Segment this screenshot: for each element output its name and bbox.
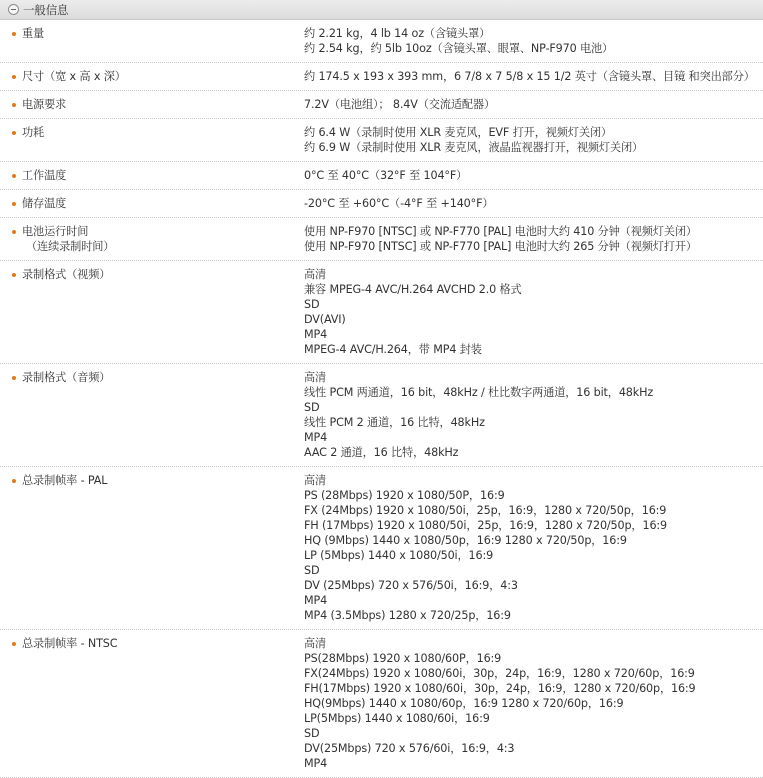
spec-value-line: PS (28Mbps) 1920 x 1080/50P，16:9 (304, 489, 505, 502)
spec-row (0, 91, 763, 119)
spec-value (304, 636, 763, 771)
bullet-icon (12, 131, 16, 135)
spec-label-text: 尺寸（宽 x 高 x 深） (22, 70, 126, 83)
section-header[interactable] (0, 0, 763, 20)
bullet-icon (12, 174, 16, 178)
spec-value-line: DV(AVI) (304, 313, 346, 326)
spec-label-text: 录制格式（视频） (22, 268, 111, 281)
spec-value (304, 125, 763, 155)
section-title: 一般信息 (23, 2, 69, 17)
spec-value-line: 高清 (304, 474, 327, 487)
spec-value-line: SD (304, 298, 320, 311)
spec-value-line: 高清 (304, 268, 327, 281)
spec-value-line: MP4 (304, 757, 328, 770)
bullet-icon (12, 103, 16, 107)
spec-label-text: 功耗 (22, 126, 45, 139)
spec-value-line: LP (5Mbps) 1440 x 1080/50i，16:9 (304, 549, 494, 562)
spec-value-line: MPEG-4 AVC/H.264，带 MP4 封装 (304, 343, 482, 356)
bullet-icon (12, 642, 16, 646)
spec-label (0, 473, 304, 623)
spec-label-text: 总录制帧率 - NTSC (22, 637, 118, 650)
spec-value (304, 168, 763, 183)
bullet-icon (12, 376, 16, 380)
spec-value-line: 使用 NP-F970 [NTSC] 或 NP-F770 [PAL] 电池时大约 410 分钟（视频灯关闭） (304, 225, 697, 238)
spec-value-line: 线性 PCM 两通道，16 bit，48kHz / 杜比数字两通道，16 bit，48kHz (304, 386, 654, 399)
bullet-icon (12, 479, 16, 483)
spec-value-line: SD (304, 727, 320, 740)
spec-value (304, 224, 763, 254)
spec-value-line: MP4 (3.5Mbps) 1280 x 720/25p，16:9 (304, 609, 511, 622)
spec-label-text: 工作温度 (22, 169, 67, 182)
spec-label (0, 97, 304, 112)
spec-value-line: 0°C 至 40°C（32°F 至 104°F） (304, 169, 468, 182)
spec-value (304, 97, 763, 112)
spec-label-text: 录制格式（音频） (22, 371, 111, 384)
spec-value-line: 约 2.21 kg，4 lb 14 oz（含镜头罩） (304, 27, 491, 40)
spec-label (0, 636, 304, 771)
spec-value-line: MP4 (304, 328, 328, 341)
spec-value-line: HQ (9Mbps) 1440 x 1080/50p，16:9 1280 x 720/50p，16:9 (304, 534, 627, 547)
spec-row (0, 630, 763, 778)
spec-label (0, 224, 304, 254)
collapse-icon[interactable] (8, 4, 19, 15)
spec-value-line: FX(24Mbps) 1920 x 1080/60i，30p，24p，16:9，1280 x 720/60p，16:9 (304, 667, 695, 680)
spec-value-line: FX (24Mbps) 1920 x 1080/50i，25p，16:9，1280 x 720/50p，16:9 (304, 504, 667, 517)
spec-table (0, 20, 763, 778)
spec-label-text: （连续录制时间） (26, 240, 115, 253)
spec-value-line: DV (25Mbps) 720 x 576/50i，16:9，4:3 (304, 579, 518, 592)
spec-value-line: -20°C 至 +60°C（-4°F 至 +140°F） (304, 197, 494, 210)
spec-row (0, 20, 763, 63)
spec-value-line: 约 2.54 kg，约 5lb 10oz（含镜头罩、眼罩、NP-F970 电池） (304, 42, 614, 55)
spec-value-line: FH (17Mbps) 1920 x 1080/50i，25p，16:9，1280 x 720/50p，16:9 (304, 519, 667, 532)
spec-value-line: HQ(9Mbps) 1440 x 1080/60p，16:9 1280 x 720/60p，16:9 (304, 697, 624, 710)
spec-row (0, 119, 763, 162)
spec-label-text: 储存温度 (22, 197, 67, 210)
spec-label (0, 370, 304, 460)
spec-value-line: MP4 (304, 594, 328, 607)
spec-value-line: SD (304, 564, 320, 577)
spec-row (0, 63, 763, 91)
spec-label-text: 总录制帧率 - PAL (22, 474, 108, 487)
spec-label-text: 电池运行时间 (22, 225, 89, 238)
spec-value-line: PS(28Mbps) 1920 x 1080/60P，16:9 (304, 652, 502, 665)
bullet-icon (12, 32, 16, 36)
spec-value-line: AAC 2 通道，16 比特，48kHz (304, 446, 459, 459)
spec-value (304, 473, 763, 623)
spec-value (304, 370, 763, 460)
bullet-icon (12, 230, 16, 234)
spec-value-line: FH(17Mbps) 1920 x 1080/60i，30p，24p，16:9，1280 x 720/60p，16:9 (304, 682, 696, 695)
spec-value-line: LP(5Mbps) 1440 x 1080/60i，16:9 (304, 712, 490, 725)
spec-value (304, 267, 763, 357)
bullet-icon (12, 202, 16, 206)
spec-label (0, 267, 304, 357)
spec-value-line: DV(25Mbps) 720 x 576/60i，16:9，4:3 (304, 742, 515, 755)
spec-label (0, 196, 304, 211)
spec-row (0, 467, 763, 630)
spec-row (0, 162, 763, 190)
spec-label-text: 电源要求 (22, 98, 67, 111)
spec-value-line: 高清 (304, 371, 327, 384)
spec-value-line: 使用 NP-F970 [NTSC] 或 NP-F770 [PAL] 电池时大约 265 分钟（视频灯打开） (304, 240, 697, 253)
spec-value-line: 线性 PCM 2 通道，16 比特，48kHz (304, 416, 485, 429)
spec-value-line: 约 174.5 x 193 x 393 mm，6 7/8 x 7 5/8 x 15 1/2 英寸（含镜头罩、目镜 和突出部分） (304, 70, 755, 83)
spec-value-line: 高清 (304, 637, 327, 650)
spec-row (0, 261, 763, 364)
spec-value-line: SD (304, 401, 320, 414)
spec-value (304, 26, 763, 56)
spec-row (0, 364, 763, 467)
spec-label (0, 168, 304, 183)
bullet-icon (12, 273, 16, 277)
spec-label-text: 重量 (22, 27, 45, 40)
spec-label (0, 125, 304, 155)
spec-value-line: 7.2V（电池组）； 8.4V（交流适配器） (304, 98, 495, 111)
spec-value-line: MP4 (304, 431, 328, 444)
spec-row (0, 218, 763, 261)
spec-label (0, 69, 304, 84)
spec-row (0, 190, 763, 218)
spec-value-line: 约 6.4 W（录制时使用 XLR 麦克风，EVF 打开，视频灯关闭） (304, 126, 612, 139)
spec-value-line: 约 6.9 W（录制时使用 XLR 麦克风，液晶监视器打开，视频灯关闭） (304, 141, 644, 154)
spec-value-line: 兼容 MPEG-4 AVC/H.264 AVCHD 2.0 格式 (304, 283, 522, 296)
bullet-icon (12, 75, 16, 79)
spec-value (304, 69, 763, 84)
spec-label (0, 26, 304, 56)
spec-value (304, 196, 763, 211)
